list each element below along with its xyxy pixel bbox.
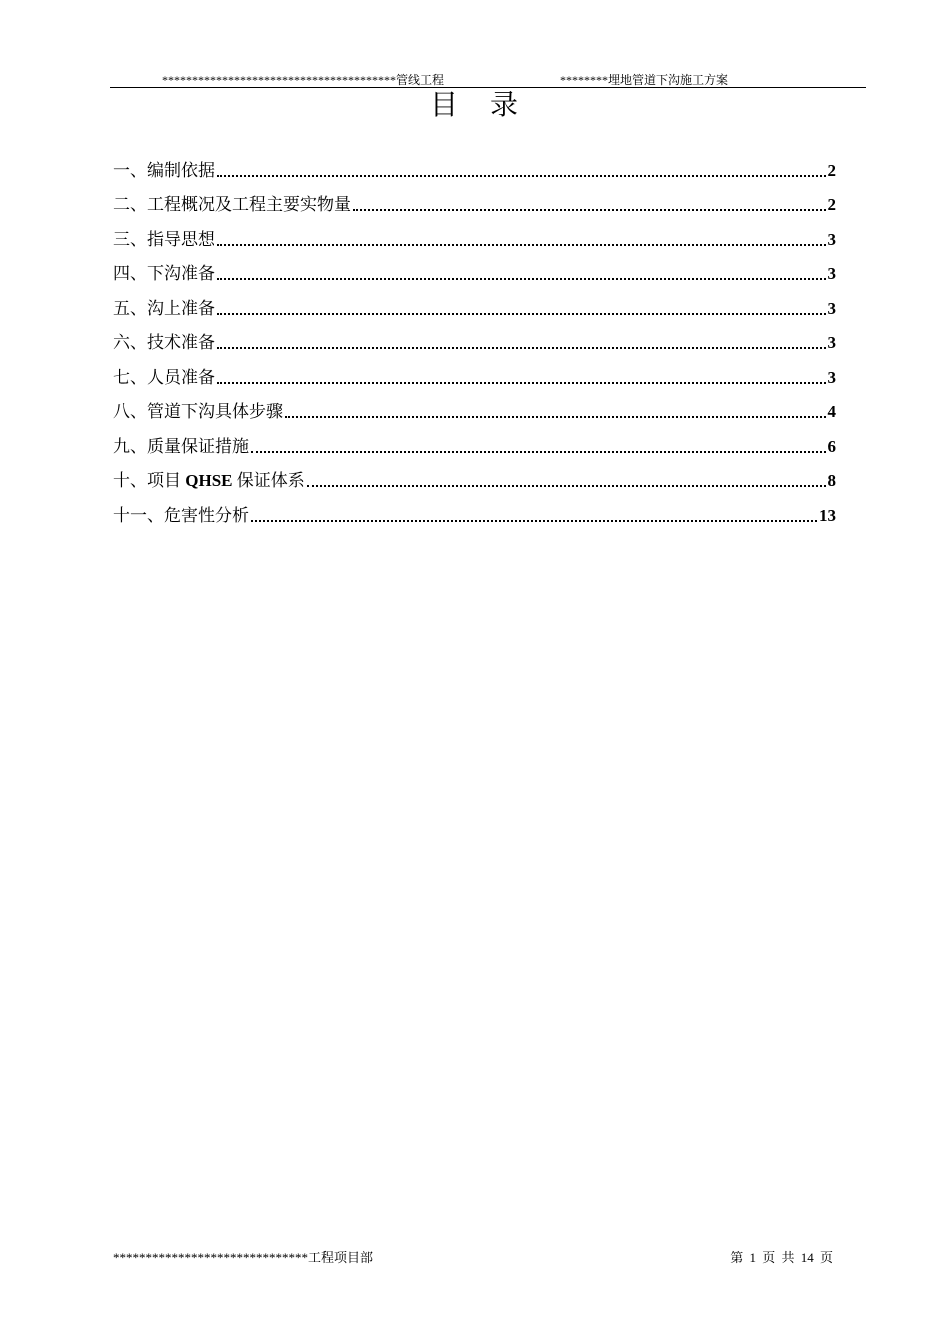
toc-entry-8[interactable] xyxy=(113,390,836,425)
toc-dot-leader xyxy=(217,382,826,384)
toc-entry-3[interactable] xyxy=(113,217,836,252)
toc-entry-label-qhse: QHSE xyxy=(185,471,233,490)
page-header xyxy=(110,70,866,88)
table-of-contents xyxy=(113,148,836,528)
toc-entry-label: 二、工程概况及工程主要实物量 xyxy=(113,195,351,214)
toc-entry-page: 2 xyxy=(827,195,836,214)
toc-entry-4[interactable] xyxy=(113,252,836,287)
toc-entry-page: 2 xyxy=(827,160,836,180)
toc-dot-leader xyxy=(217,347,826,349)
toc-dot-leader xyxy=(217,244,826,246)
header-project-name: ***************************************管线工程 xyxy=(162,73,445,87)
toc-entry-label: 四、下沟准备 xyxy=(113,264,215,283)
toc-entry-2[interactable] xyxy=(113,183,836,218)
toc-entry-label: 三、指导思想 xyxy=(113,229,215,249)
toc-entry-page: 3 xyxy=(827,333,836,352)
toc-entry-5[interactable] xyxy=(113,286,836,321)
toc-entry-page: 8 xyxy=(827,471,836,490)
toc-entry-label xyxy=(113,469,305,493)
toc-entry-page: 3 xyxy=(827,298,836,318)
toc-entry-11[interactable] xyxy=(113,493,836,528)
toc-dot-leader xyxy=(307,485,826,487)
toc-entry-page: 4 xyxy=(827,402,836,421)
toc-entry-1[interactable] xyxy=(113,148,836,183)
toc-dot-leader xyxy=(353,209,826,211)
toc-dot-leader xyxy=(217,175,826,177)
toc-entry-label-suffix: 保证体系 xyxy=(232,471,305,490)
toc-entry-label: 六、技术准备 xyxy=(113,333,215,352)
toc-entry-label: 八、管道下沟具体步骤 xyxy=(113,402,283,421)
toc-entry-page: 3 xyxy=(827,229,836,249)
toc-dot-leader xyxy=(285,416,826,418)
toc-dot-leader xyxy=(217,313,826,315)
toc-dot-leader xyxy=(251,451,826,453)
footer-department: ******************************工程项目部 xyxy=(113,1250,374,1265)
page-footer xyxy=(113,1248,833,1268)
toc-dot-leader xyxy=(217,278,826,280)
toc-entry-page: 3 xyxy=(827,367,836,387)
toc-entry-label: 十一、危害性分析 xyxy=(113,505,249,525)
toc-entry-page: 6 xyxy=(827,436,836,456)
toc-entry-9[interactable] xyxy=(113,424,836,459)
toc-entry-label: 五、沟上准备 xyxy=(113,298,215,318)
header-document-title: ********埋地管道下沟施工方案 xyxy=(560,73,729,87)
toc-entry-label-prefix: 十、项目 xyxy=(113,471,186,490)
toc-entry-10[interactable] xyxy=(113,459,836,494)
toc-entry-page: 13 xyxy=(819,505,836,525)
toc-entry-6[interactable] xyxy=(113,321,836,356)
toc-entry-7[interactable] xyxy=(113,355,836,390)
footer-page-number: 第 1 页 共 14 页 xyxy=(730,1250,833,1265)
toc-entry-page: 3 xyxy=(827,264,836,283)
toc-entry-label: 九、质量保证措施 xyxy=(113,436,249,456)
toc-entry-label: 七、人员准备 xyxy=(113,367,215,387)
toc-entry-label: 一、编制依据 xyxy=(113,160,215,180)
toc-dot-leader xyxy=(251,520,817,522)
toc-title: 目 录 xyxy=(429,90,520,121)
